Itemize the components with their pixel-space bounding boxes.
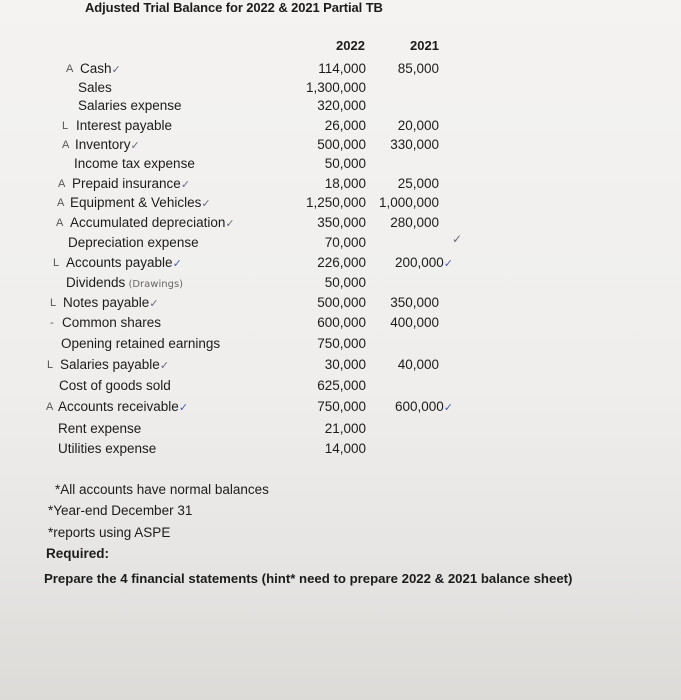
account-label: Inventory [75, 137, 131, 152]
annotation-mark: A [57, 197, 65, 209]
value-2021-cell [398, 61, 439, 76]
check-mark-icon: ✓ [201, 198, 211, 210]
value-2021: 200,000 [394, 255, 444, 270]
value-2021-cell [398, 357, 439, 372]
account-name-cell [59, 378, 171, 393]
account-name-cell [66, 255, 182, 270]
value-2021: 600,000 [394, 399, 444, 414]
table-row [0, 235, 681, 254]
check-mark-icon: ✓ [172, 258, 182, 270]
account-name-cell [80, 61, 121, 76]
table-row [0, 441, 681, 460]
table-row [0, 336, 681, 355]
value-2021-cell [390, 137, 439, 152]
value-2022: 226,000 [317, 255, 366, 270]
value-2022: 500,000 [317, 137, 366, 152]
annotation-mark: A [58, 178, 66, 190]
table-row [0, 195, 681, 214]
account-label: Equipment & Vehicles [70, 195, 202, 210]
value-2022: 1,250,000 [305, 195, 366, 210]
value-2022: 30,000 [324, 357, 366, 372]
account-name-cell [70, 215, 235, 230]
account-label: Rent expense [58, 421, 142, 436]
account-label: Income tax expense [74, 156, 195, 171]
value-2022: 750,000 [317, 399, 366, 414]
value-2021: 1,000,000 [378, 195, 439, 210]
value-2021: 25,000 [397, 176, 439, 191]
annotation-mark: A [56, 217, 64, 229]
value-2021-cell [398, 118, 439, 133]
value-2022: 500,000 [317, 295, 366, 310]
value-2021: 330,000 [390, 137, 439, 152]
account-label: Sales [78, 80, 112, 95]
table-row [0, 156, 681, 175]
instruction-text: Prepare the 4 financial statements (hint* need to prepare 2022 & 2021 balance sheet) [44, 571, 573, 586]
value-2022: 14,000 [324, 441, 366, 456]
account-label: Salaries expense [78, 98, 182, 113]
value-2022: 50,000 [324, 275, 366, 290]
annotation-mark: A [62, 139, 70, 151]
table-row [0, 215, 681, 234]
table-row [0, 61, 681, 80]
check-mark-icon: ✓ [111, 64, 121, 76]
table-row [0, 255, 681, 274]
value-2022: 320,000 [317, 98, 366, 113]
table-row [0, 80, 681, 99]
account-name-cell [60, 357, 169, 372]
value-2022: 750,000 [317, 336, 366, 351]
account-name-cell [58, 441, 156, 456]
account-name-cell [76, 118, 172, 133]
value-2022: 1,300,000 [305, 80, 366, 95]
value-2022: 50,000 [324, 156, 366, 171]
annotation-mark: L [53, 257, 60, 269]
account-name-cell [78, 98, 182, 113]
account-name-cell [58, 421, 141, 436]
page-title: Adjusted Trial Balance for 2022 & 2021 Partial TB [85, 0, 383, 15]
value-2022: 600,000 [317, 315, 366, 330]
account-label: Salaries payable [60, 357, 160, 372]
check-mark-icon: ✓ [225, 218, 235, 230]
table-row [0, 315, 681, 334]
check-mark-icon: ✓ [149, 298, 159, 310]
check-mark-icon: ✓ [130, 140, 140, 152]
annotation-mark: L [47, 359, 54, 371]
account-name-cell [62, 315, 161, 330]
value-2021-cell [379, 195, 439, 210]
account-label: Notes payable [63, 295, 150, 310]
annotation-mark: - [50, 317, 54, 329]
account-name-cell [74, 156, 195, 171]
value-2022: 21,000 [324, 421, 366, 436]
handwritten-note: (Drawings) [125, 279, 184, 290]
account-label: Interest payable [76, 118, 173, 133]
value-2021-cell [390, 315, 439, 330]
value-2021: 40,000 [397, 357, 439, 372]
account-name-cell [68, 235, 199, 250]
table-row [0, 176, 681, 195]
account-name-cell [61, 336, 220, 351]
account-name-cell [58, 399, 188, 414]
table-row [0, 421, 681, 440]
account-label: Accounts receivable [58, 399, 179, 414]
value-2022: 625,000 [317, 378, 366, 393]
account-name-cell [78, 80, 112, 95]
table-row [0, 137, 681, 156]
check-mark-icon: ✓ [452, 232, 463, 246]
account-label: Cost of goods sold [59, 378, 171, 393]
account-label: Accounts payable [66, 255, 173, 270]
check-mark-icon: ✓ [178, 402, 189, 414]
check-mark-icon: ✓ [443, 402, 453, 414]
table-row [0, 295, 681, 314]
column-header-2021: 2021 [410, 38, 439, 53]
value-2021: 400,000 [390, 315, 439, 330]
account-label: Dividends [66, 275, 126, 290]
value-2021-cell [395, 399, 453, 414]
value-2021: 20,000 [397, 118, 439, 133]
value-2021: 350,000 [390, 295, 439, 310]
account-label: Depreciation expense [68, 235, 199, 250]
value-2022: 26,000 [324, 118, 366, 133]
account-name-cell [66, 275, 183, 290]
value-2022: 70,000 [324, 235, 366, 250]
account-name-cell [63, 295, 159, 310]
required-label: Required: [46, 546, 110, 561]
table-row [0, 118, 681, 137]
account-name-cell [70, 195, 211, 210]
annotation-mark: L [50, 297, 57, 309]
table-row [0, 275, 681, 294]
value-2021-cell [398, 176, 439, 191]
account-label: Accumulated depreciation [70, 215, 226, 230]
account-label: Cash [80, 61, 112, 76]
value-2021-cell [390, 295, 439, 310]
check-mark-icon: ✓ [443, 258, 453, 270]
account-name-cell [75, 137, 140, 152]
table-row [0, 98, 681, 117]
annotation-mark: A [46, 401, 54, 413]
note-aspe: *reports using ASPE [48, 525, 171, 540]
account-name-cell [72, 176, 190, 191]
account-label: Prepaid insurance [72, 176, 181, 191]
annotation-mark: A [66, 63, 74, 75]
table-row [0, 399, 681, 418]
table-row [0, 357, 681, 376]
value-2021: 280,000 [390, 215, 439, 230]
column-header-2022: 2022 [336, 38, 365, 53]
value-2022: 18,000 [324, 176, 366, 191]
account-label: Opening retained earnings [61, 336, 221, 351]
value-2022: 350,000 [317, 215, 366, 230]
check-mark-icon: ✓ [159, 360, 170, 372]
note-normal-balances: *All accounts have normal balances [55, 482, 269, 497]
account-label: Utilities expense [58, 441, 157, 456]
value-2021: 85,000 [397, 61, 439, 76]
annotation-mark: L [62, 120, 69, 132]
value-2021-cell [390, 215, 439, 230]
table-row [0, 378, 681, 397]
account-label: Common shares [62, 315, 162, 330]
note-year-end: *Year-end December 31 [48, 503, 193, 518]
value-2021-cell [395, 255, 453, 270]
value-2022: 114,000 [318, 61, 366, 76]
check-mark-icon: ✓ [180, 179, 191, 191]
